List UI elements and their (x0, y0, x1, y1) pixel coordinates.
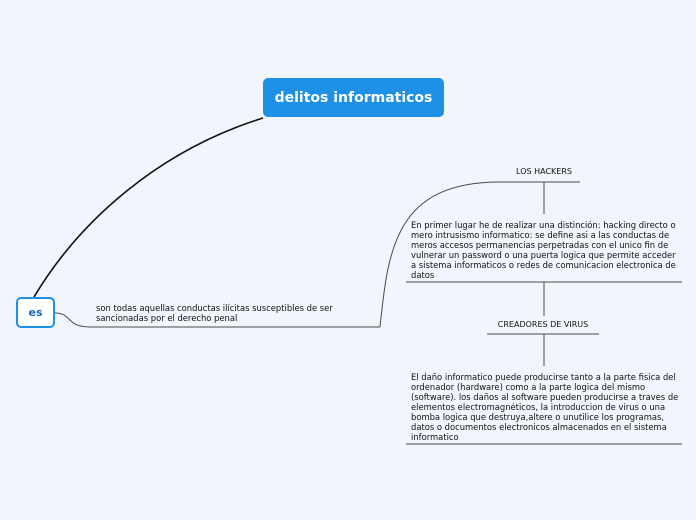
hackers-title-node[interactable]: LOS HACKERS (516, 167, 572, 176)
subtopic-node-es[interactable]: es (16, 297, 55, 328)
central-to-es-connector (34, 118, 263, 297)
virus-title-node[interactable]: CREADORES DE VIRUS (497, 320, 589, 329)
central-topic-node[interactable]: delitos informaticos (263, 78, 444, 117)
hackers-body-node[interactable]: En primer lugar he de realizar una distinción: hacking directo o mero intrusismo informatico: se define asi a las conductas de meros accesos permanencias perpetradas con el unico fin de vulnerar un password o una puerta logica que permite acceder a sistema informaticos o redes de comunicacion electronica de datos (411, 220, 676, 280)
definition-topic-node[interactable]: son todas aquellas conductas ilícitas susceptibles de ser sancionadas por el derecho penal (96, 303, 333, 323)
virus-body-node[interactable]: El daño informatico puede producirse tanto a la parte fisica del ordenador (hardware) como a la parte logica del mismo (software). los daños al software pueden producirse a traves de elementos electromagnéticos, la introduccion de virus o una bomba logica que destruya,altere o unutilice los programas, datos o documentos electronicos almacenados en el sistema informatico (411, 372, 679, 442)
